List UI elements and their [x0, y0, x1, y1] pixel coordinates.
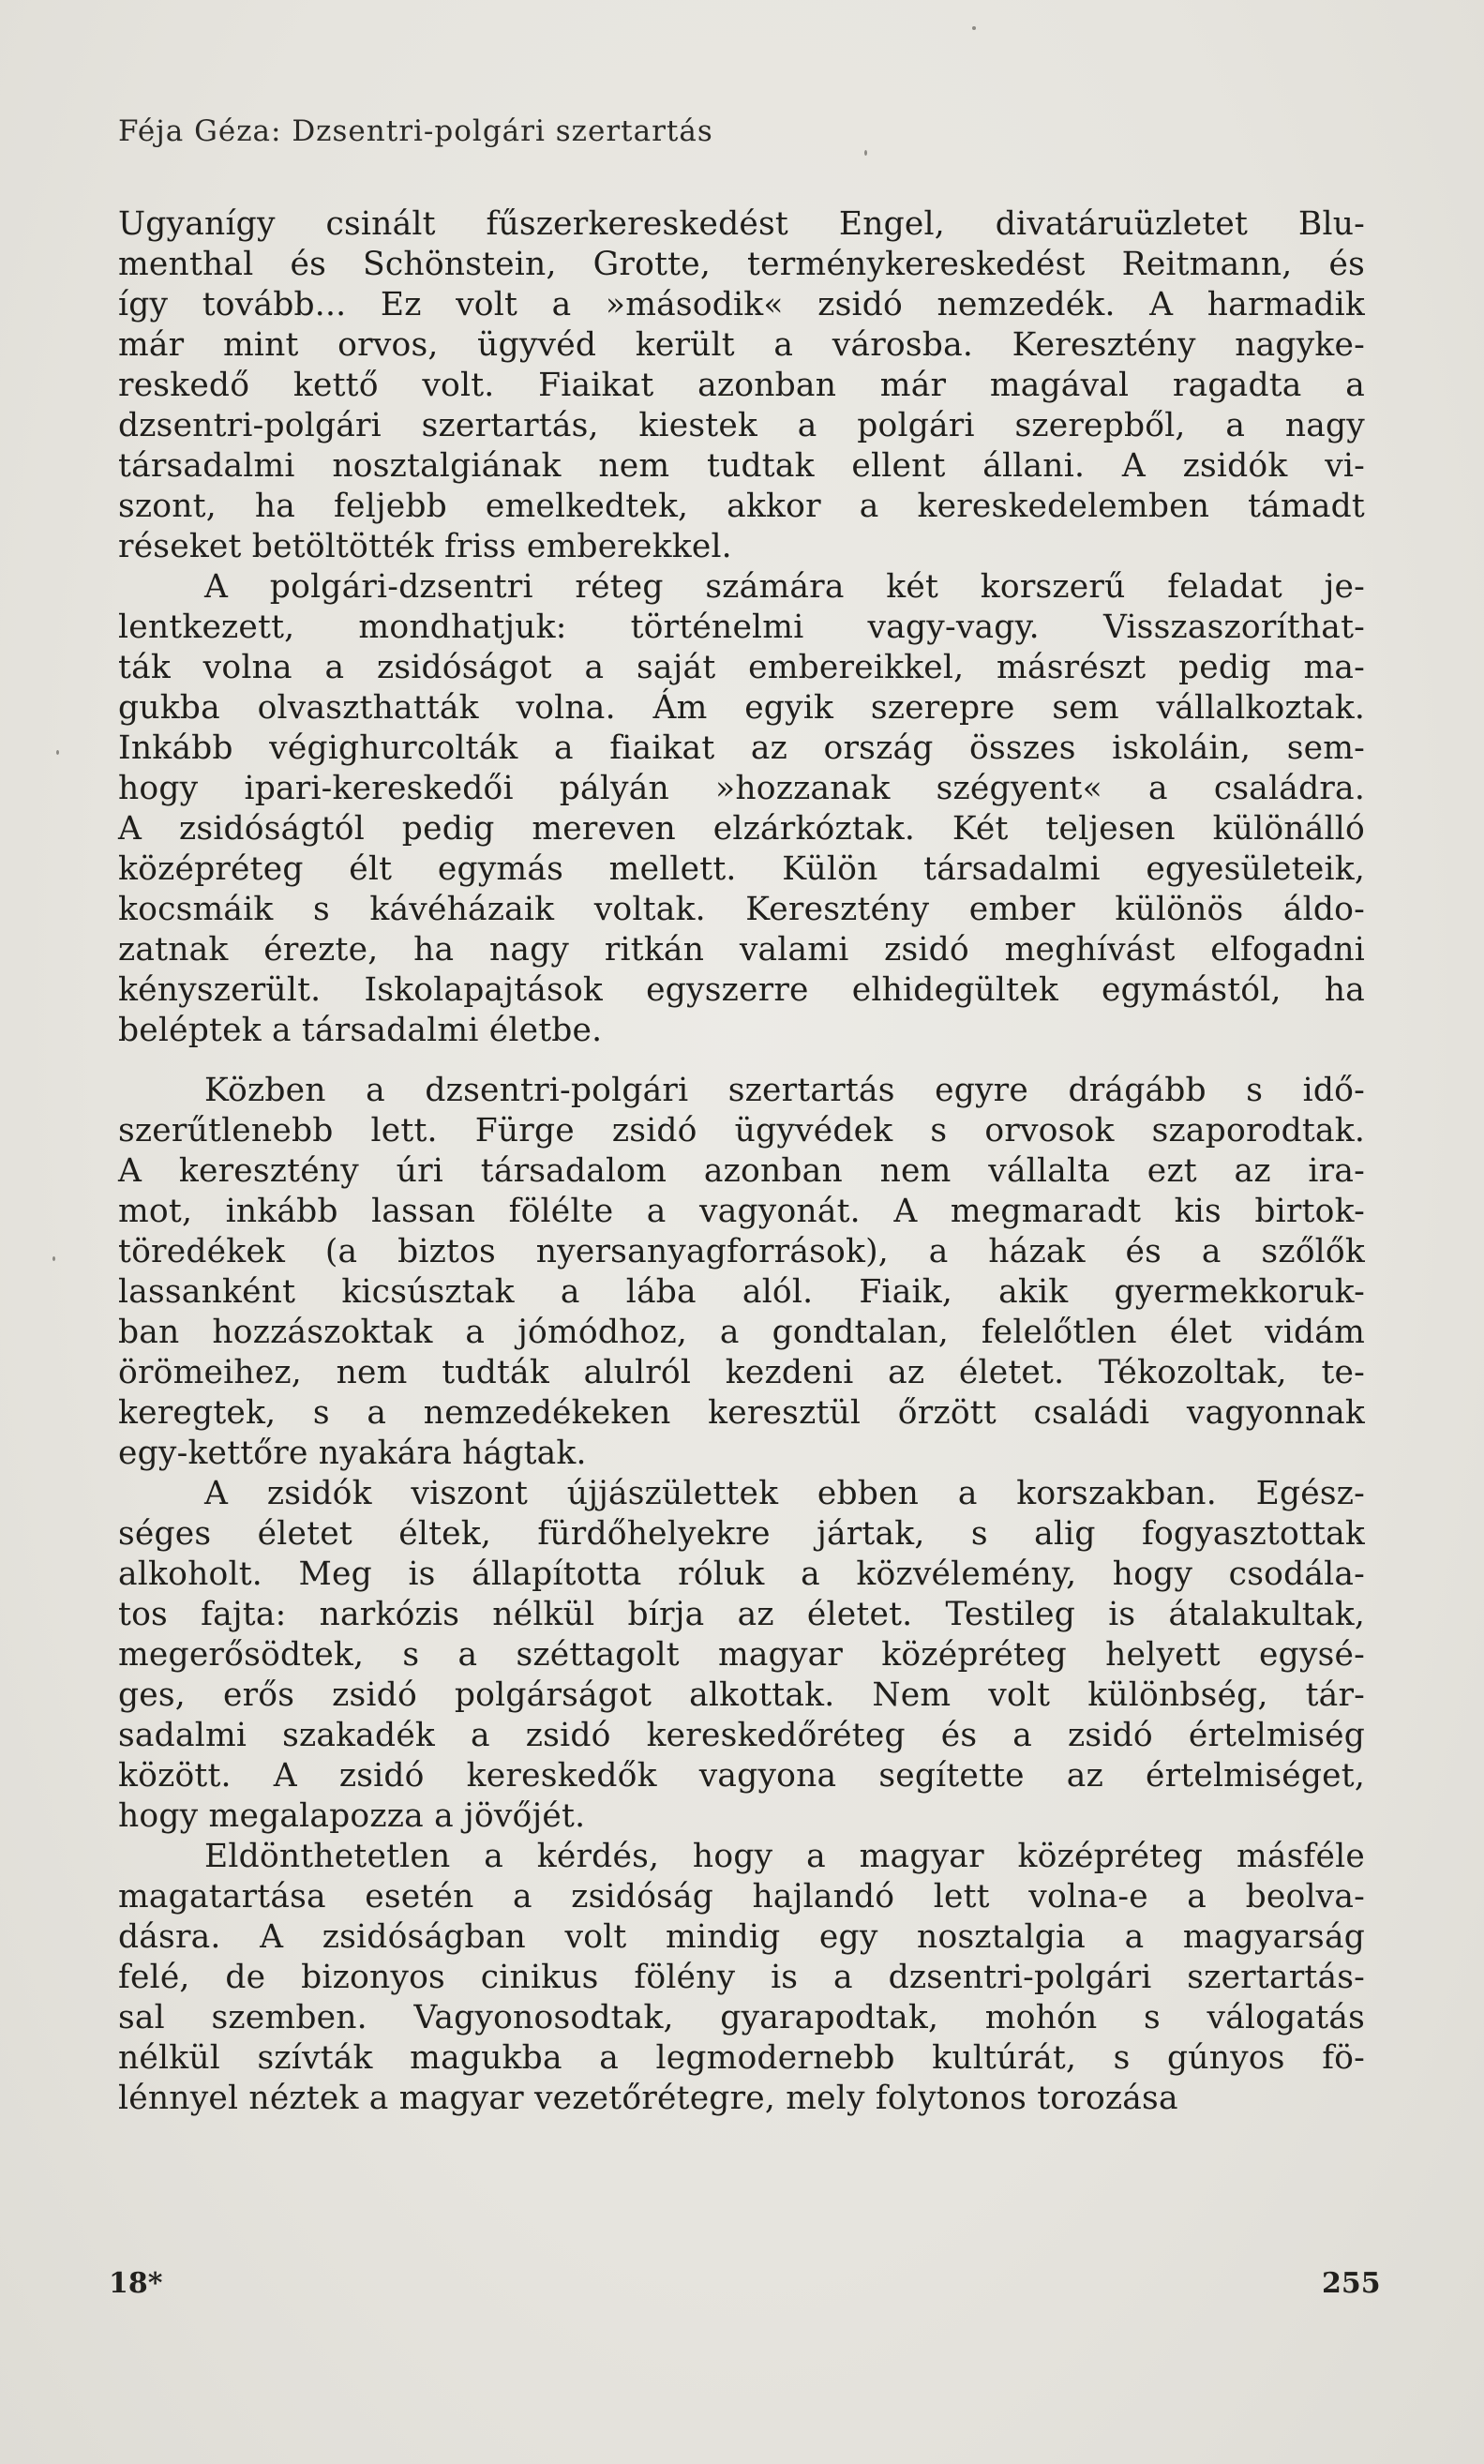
- text-line: töredékek (a biztos nyersanyagforrások), a házak és a szőlők: [118, 1233, 1365, 1270]
- text-line: felé, de bizonyos cinikus fölény is a dzsentri-polgári szertartás-: [118, 1959, 1365, 1996]
- text-line: már mint orvos, ügyvéd került a városba. Keresztény nagyke-: [118, 326, 1365, 364]
- print-speck: [864, 150, 867, 156]
- text-line: beléptek a társadalmi életbe.: [118, 1012, 603, 1049]
- paragraph: [118, 1474, 1365, 1837]
- text-line: szerűtlenebb lett. Fürge zsidó ügyvédek s orvosok szaporodtak.: [118, 1112, 1365, 1149]
- text-line: A keresztény úri társadalom azonban nem vállalta ezt az ira-: [118, 1152, 1365, 1190]
- page-number: 255: [1322, 2267, 1381, 2300]
- text-line: egy-kettőre nyakára hágtak.: [118, 1435, 587, 1472]
- text-line: A zsidók viszont újjászülettek ebben a korszakban. Egész-: [204, 1475, 1365, 1512]
- text-line: társadalmi nosztalgiának nem tudtak ellent állani. A zsidók vi-: [118, 447, 1365, 485]
- text-line: hogy ipari-kereskedői pályán »hozzanak szégyent« a családra.: [118, 770, 1365, 807]
- text-line: lénnyel néztek a magyar vezetőrétegre, mely folytonos torozása: [118, 2080, 1178, 2117]
- text-line: Eldönthetetlen a kérdés, hogy a magyar középréteg másféle: [204, 1838, 1365, 1875]
- text-line: alkoholt. Meg is állapította róluk a közvélemény, hogy csodála-: [118, 1555, 1365, 1593]
- text-line: keregtek, s a nemzedékeken keresztül őrzött családi vagyonnak: [118, 1394, 1365, 1432]
- text-line: dzsentri-polgári szertartás, kiestek a polgári szerepből, a nagy: [118, 407, 1365, 444]
- text-line: nélkül szívták magukba a legmodernebb kultúrát, s gúnyos fö-: [118, 2039, 1365, 2077]
- text-line: séges életet éltek, fürdőhelyekre jártak, s alig fogyasztottak: [118, 1515, 1365, 1553]
- text-line: A zsidóságtól pedig mereven elzárkóztak. Két teljesen különálló: [118, 810, 1365, 848]
- paragraph: [118, 204, 1365, 567]
- text-line: menthal és Schönstein, Grotte, terménykereskedést Reitmann, és: [118, 246, 1365, 283]
- text-line: megerősödtek, s a széttagolt magyar középréteg helyett egysé-: [118, 1636, 1365, 1674]
- running-title: Féja Géza: Dzsentri-polgári szertartás: [118, 114, 713, 148]
- text-line: így tovább... Ez volt a »második« zsidó nemzedék. A harmadik: [118, 286, 1365, 323]
- text-line: A polgári-dzsentri réteg számára két korszerű feladat je-: [204, 568, 1365, 606]
- text-line: gukba olvaszthatták volna. Ám egyik szerepre sem vállalkoztak.: [118, 689, 1365, 727]
- text-line: szont, ha feljebb emelkedtek, akkor a kereskedelemben támadt: [118, 488, 1365, 525]
- text-line: dásra. A zsidóságban volt mindig egy nosztalgia a magyarság: [118, 1918, 1365, 1956]
- text-line: kocsmáik s kávéházaik voltak. Keresztény ember különös áldo-: [118, 891, 1365, 928]
- print-speck: [52, 1256, 55, 1261]
- text-line: lentkezett, mondhatjuk: történelmi vagy-vagy. Visszaszoríthat-: [118, 608, 1365, 646]
- text-line: mot, inkább lassan fölélte a vagyonát. A megmaradt kis birtok-: [118, 1193, 1365, 1230]
- text-line: hogy megalapozza a jövőjét.: [118, 1797, 586, 1835]
- print-speck: [56, 750, 59, 755]
- text-line: tos fajta: narkózis nélkül bírja az életet. Testileg is átalakultak,: [118, 1596, 1365, 1633]
- text-line: Ugyanígy csinált fűszerkereskedést Engel, divatáruüzletet Blu-: [118, 205, 1365, 243]
- signature-mark: 18*: [109, 2267, 163, 2300]
- text-line: között. A zsidó kereskedők vagyona segítette az értelmiséget,: [118, 1757, 1365, 1795]
- text-line: kényszerült. Iskolapajtások egyszerre elhidegültek egymástól, ha: [118, 971, 1365, 1009]
- text-line: Közben a dzsentri-polgári szertartás egyre drágább s idő-: [204, 1072, 1365, 1109]
- text-line: örömeihez, nem tudták alulról kezdeni az életet. Tékozoltak, te-: [118, 1354, 1365, 1391]
- paragraph: [118, 1071, 1365, 1474]
- paragraph: [118, 567, 1365, 1051]
- text-line: lassanként kicsúsztak a lába alól. Fiaik, akik gyermekkoruk-: [118, 1273, 1365, 1311]
- paragraph: [118, 1837, 1365, 2119]
- text-line: Inkább végighurcolták a fiaikat az ország összes iskoláin, sem-: [118, 729, 1365, 767]
- body-text: [118, 204, 1365, 2119]
- text-line: magatartása esetén a zsidóság hajlandó lett volna-e a beolva-: [118, 1878, 1365, 1916]
- text-line: zatnak érezte, ha nagy ritkán valami zsidó meghívást elfogadni: [118, 931, 1365, 969]
- text-line: középréteg élt egymás mellett. Külön társadalmi egyesületeik,: [118, 850, 1365, 888]
- text-line: sal szemben. Vagyonosodtak, gyarapodtak, mohón s válogatás: [118, 1999, 1365, 2036]
- text-line: ban hozzászoktak a jómódhoz, a gondtalan, felelőtlen élet vidám: [118, 1314, 1365, 1351]
- text-line: réseket betöltötték friss emberekkel.: [118, 528, 732, 565]
- text-line: sadalmi szakadék a zsidó kereskedőréteg és a zsidó értelmiség: [118, 1717, 1365, 1754]
- text-line: ták volna a zsidóságot a saját embereikkel, másrészt pedig ma-: [118, 649, 1365, 686]
- text-line: reskedő kettő volt. Fiaikat azonban már magával ragadta a: [118, 367, 1365, 404]
- text-line: ges, erős zsidó polgárságot alkottak. Nem volt különbség, tár-: [118, 1676, 1365, 1714]
- print-speck: [972, 26, 976, 30]
